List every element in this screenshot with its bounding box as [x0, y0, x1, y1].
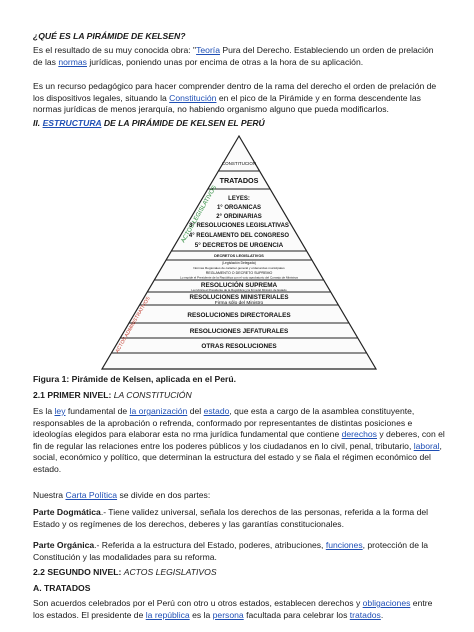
text: Es el resultado de su muy conocida obra: " [33, 45, 197, 55]
text: .- Referida a la estructura del Estado, poderes, atribuciones, [94, 540, 326, 550]
figure-caption: Figura 1: Pirámide de Kelsen, aplicada en el Perú. [33, 374, 236, 384]
level-reglamento-decreto-supremo: REGLAMENTO O DECRETO SUPREMO [205, 271, 273, 275]
level-constitucion: CONSTITUCION [221, 161, 257, 166]
paragraph-tratados [33, 598, 445, 621]
level-decretos-urgencia: 5° DECRETOS DE URGENCIA [194, 242, 284, 249]
text: II. [33, 118, 43, 128]
level-leyes: LEYES: [228, 196, 250, 202]
level-otras-resoluciones: OTRAS RESOLUCIONES [201, 343, 277, 350]
paragraph-constitucion [33, 406, 445, 476]
kelsen-pyramid-figure [100, 133, 378, 371]
text: se divide en dos partes: [117, 490, 211, 500]
link-la-republica[interactable]: la república [145, 609, 190, 620]
level-decretos-legislativos: DECRETOS LEGISLATIVOS [214, 254, 264, 258]
text: del [187, 406, 204, 416]
text: Nuestra [33, 490, 66, 500]
text: Es un recurso pedagógico para hacer comprender dentro de la rama del derecho el orden de prelación de los dispositivos legales, situando la [33, 81, 437, 103]
link-la-organizacion[interactable]: la organización [129, 406, 188, 416]
link-estructura[interactable]: ESTRUCTURA [42, 118, 102, 128]
text: . [380, 609, 384, 620]
link-obligaciones[interactable]: obligaciones [362, 598, 411, 608]
text: 2.1 PRIMER NIVEL: [33, 390, 114, 400]
paragraph-parte-organica [33, 540, 445, 563]
section-heading-estructura [33, 118, 445, 130]
text: 2.2 SEGUNDO NIVEL: [33, 567, 124, 577]
text: , que esta a cargo de la asamblea constituyente, responsables de la aprobación o refrenda, conformado por representantes de distintas posiciones e ideologías elegidos para elaborar esta no rma jurídica fundamental que contiene [33, 406, 415, 440]
level-tratados: TRATADOS [219, 176, 259, 185]
text: LA CONSTITUCIÓN [113, 390, 192, 400]
link-normas[interactable]: normas [58, 56, 87, 67]
text: Es la [33, 406, 55, 416]
text: fundamental de [65, 406, 130, 416]
link-derechos[interactable]: derechos [341, 429, 377, 440]
page-title: ¿QUÉ ES LA PIRÁMIDE DE KELSEN? [33, 31, 186, 41]
actos-legislativos-label: ACTOS LEGISLATIVOS [180, 184, 219, 244]
level-firma-ministro: Firma sólo del Ministro [214, 301, 264, 306]
text: es la [189, 609, 213, 620]
subheading-segundo-nivel [33, 567, 445, 579]
level-reglamento-note: Lo expide el Presidente de la República con el voto aprobatorio del Consejo de Ministros [180, 275, 298, 280]
link-estado[interactable]: estado [203, 406, 230, 416]
link-funciones[interactable]: funciones [325, 540, 363, 550]
level-ordinarias: 2° ORDINARIAS [216, 214, 262, 220]
paragraph-parte-dogmatica [33, 507, 445, 530]
text: Pura del Derecho. Estableciendo un orden de prelación de las [33, 45, 434, 67]
paragraph-recurso [33, 81, 445, 116]
level-resoluciones-legislativas: 3° RESOLUCIONES LEGISLATIVAS [189, 223, 289, 229]
text: facultada para celebrar los [243, 609, 350, 620]
paragraph-carta-politica [33, 490, 445, 502]
link-constitucion[interactable]: Constitución [169, 92, 217, 103]
level-reglamento-congreso: 4° REGLAMENTO DEL CONGRESO [188, 233, 290, 239]
text: DE LA PIRÁMIDE DE KELSEN EL PERÚ [101, 118, 265, 128]
link-teoria[interactable]: Teoría [196, 45, 220, 55]
text: , protección de la Constitución y las modalidades para su reforma. [33, 540, 429, 562]
level-resolucion-suprema: RESOLUCIÓN SUPREMA [200, 282, 278, 289]
subheading-primer-nivel [33, 390, 445, 402]
level-resolucion-suprema-note: La rubrica el Presidente de la República y la firma El Ministro de Estado [191, 287, 287, 292]
text: Son acuerdos celebrados por el Perú con otro u otros estados, establecen derechos y [33, 598, 363, 608]
text: ACTOS LEGISLATIVOS [123, 567, 217, 577]
subheading-tratados: A. TRATADOS [33, 583, 91, 593]
text: , social, económico y político, que determinan la estructura del estado y se ñala el régimen económico del estado. [33, 440, 442, 474]
text: entre los estados. El presidente de [33, 598, 433, 620]
paragraph-intro [33, 45, 445, 68]
text: Parte Orgánica [33, 540, 95, 550]
text: jurídicas, poniendo unas por encima de otras a la hora de su aplicación. [86, 56, 364, 67]
text: Parte Dogmática [33, 507, 101, 517]
level-organicas: 1° ORGANICAS [216, 205, 262, 211]
level-normas-regionales: Normas Regionales de carácter general y ordenanzas municipales [193, 266, 285, 270]
level-resoluciones-ministeriales: RESOLUCIONES MINISTERIALES [189, 294, 289, 301]
text: y deberes, con el fin de regular las relaciones entre los poderes públicos y los ciudadanos en lo civil, penal, tributario, [33, 429, 445, 451]
level-legislacion-delegada: (Legislación Delegada) [222, 261, 256, 265]
link-laboral[interactable]: laboral [413, 440, 440, 451]
actos-administrativos-label: ACTOS ADMINISTRATIVOS [114, 295, 152, 354]
level-resoluciones-jefaturales: RESOLUCIONES JEFATURALES [189, 328, 289, 335]
link-persona[interactable]: persona [212, 609, 244, 620]
text: .- Tiene validez universal, señala los derechos de las personas, referida a la forma del Estado y os regímenes de los derechos, deberes y las garantías constitucionales. [33, 507, 429, 529]
link-carta-politica[interactable]: Carta Política [65, 490, 118, 500]
text: en el pico de la Pirámide y en forma descendente las normas jurídicas de menos jerarquía, no habiendo organismo alguno que pueda modificarlos. [33, 92, 421, 115]
link-ley[interactable]: ley [54, 406, 66, 416]
level-resoluciones-directorales: RESOLUCIONES DIRECTORALES [187, 312, 291, 319]
link-tratados[interactable]: tratados [349, 609, 381, 620]
